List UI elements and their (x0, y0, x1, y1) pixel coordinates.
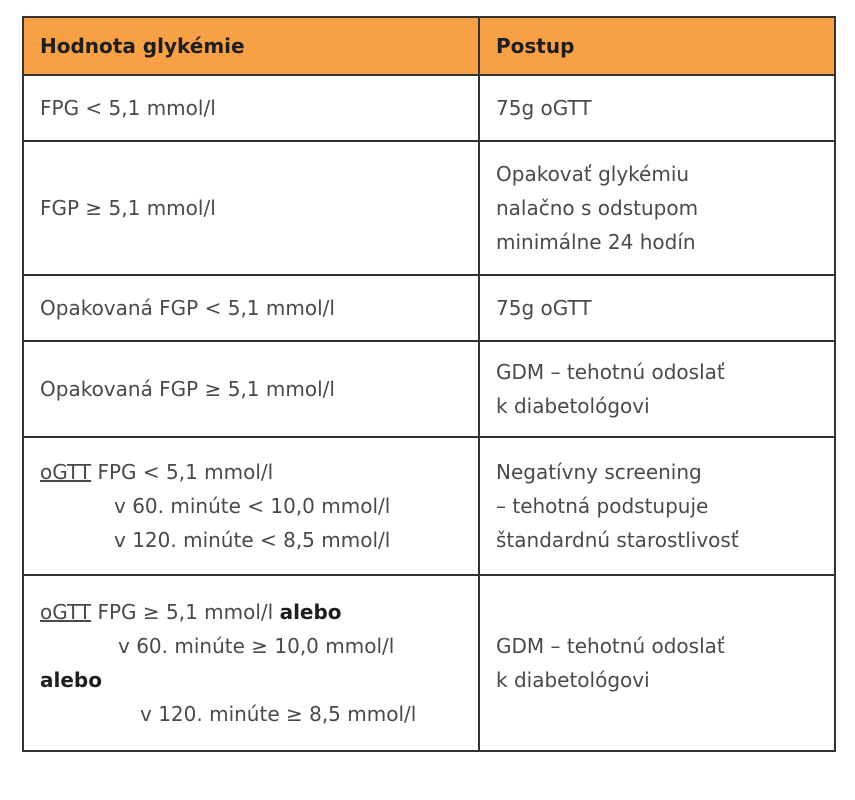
ogtt-line-120min: v 120. minúte < 8,5 mmol/l (114, 528, 391, 552)
header-procedure: Postup (479, 17, 835, 75)
procedure-line: GDM – tehotnú odoslať (496, 360, 725, 384)
ogtt-line-120min: v 120. minúte ≥ 8,5 mmol/l (140, 702, 417, 726)
procedure-line: Negatívny screening (496, 460, 702, 484)
table-header-row (23, 17, 835, 75)
table-row (23, 141, 835, 275)
procedure-line: štandardnú starostlivosť (496, 528, 739, 552)
procedure-line: GDM – tehotnú odoslať (496, 634, 725, 658)
fasting-threshold: FPG ≥ 5,1 mmol/l (91, 600, 280, 624)
procedure-cell (479, 575, 835, 751)
procedure-line: k diabetológovi (496, 394, 650, 418)
procedure-line: Opakovať glykémiu (496, 162, 690, 186)
glycemia-table (22, 16, 836, 752)
table-row (23, 75, 835, 141)
procedure-cell (479, 141, 835, 275)
ogtt-line-fasting (40, 455, 478, 489)
table-row (23, 575, 835, 751)
procedure-cell: 75g oGTT (479, 275, 835, 341)
ogtt-label: oGTT (40, 460, 92, 484)
procedure-cell (479, 437, 835, 575)
glycemia-value-cell: FGP ≥ 5,1 mmol/l (23, 141, 479, 275)
fasting-threshold: FPG < 5,1 mmol/l (91, 460, 274, 484)
glycemia-value-cell: Opakovaná FGP ≥ 5,1 mmol/l (23, 341, 479, 437)
glycemia-value-cell (23, 575, 479, 751)
table-row (23, 341, 835, 437)
ogtt-line-fasting (40, 595, 478, 629)
ogtt-line-60min: v 60. minúte < 10,0 mmol/l (114, 494, 391, 518)
glycemia-value-cell (23, 437, 479, 575)
or-connector: alebo (279, 600, 342, 624)
table-row (23, 437, 835, 575)
procedure-line: – tehotná podstupuje (496, 494, 709, 518)
procedure-line: minimálne 24 hodín (496, 230, 696, 254)
procedure-line: k diabetológovi (496, 668, 650, 692)
ogtt-label: oGTT (40, 600, 92, 624)
table-row (23, 275, 835, 341)
glycemia-value-cell: FPG < 5,1 mmol/l (23, 75, 479, 141)
header-glycemia-value: Hodnota glykémie (23, 17, 479, 75)
procedure-cell (479, 341, 835, 437)
glycemia-value-cell: Opakovaná FGP < 5,1 mmol/l (23, 275, 479, 341)
procedure-line: nalačno s odstupom (496, 196, 699, 220)
or-connector: alebo (40, 668, 102, 692)
procedure-cell: 75g oGTT (479, 75, 835, 141)
ogtt-line-60min: v 60. minúte ≥ 10,0 mmol/l (118, 634, 395, 658)
